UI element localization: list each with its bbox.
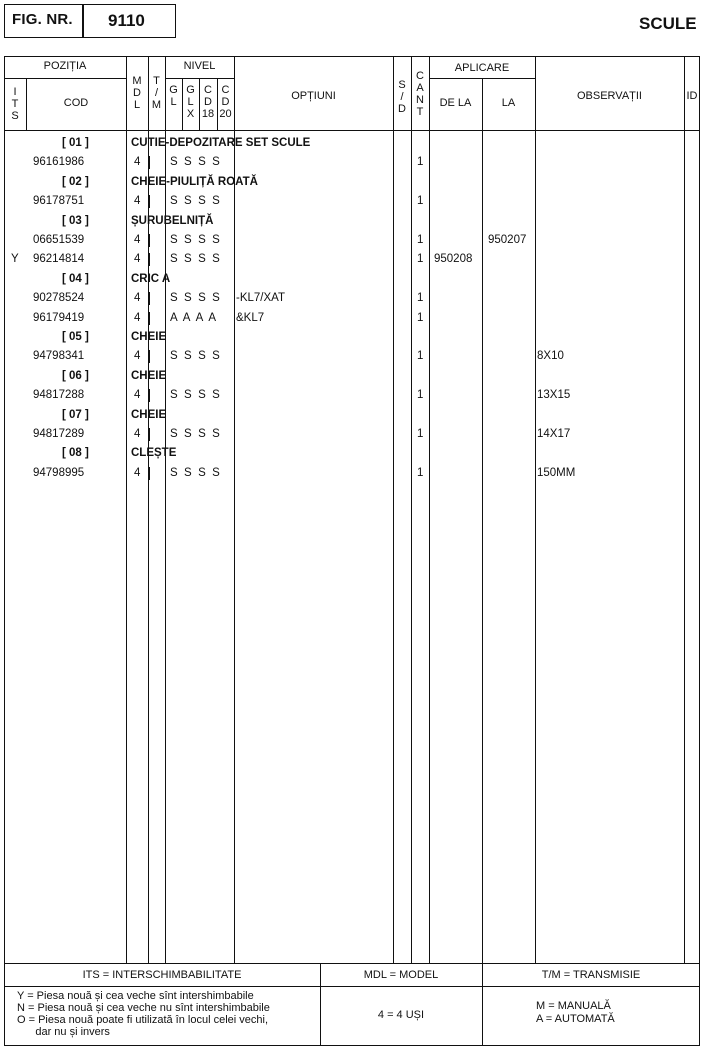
col-line (482, 78, 483, 963)
position-name: CLEȘTE (131, 447, 177, 459)
mdl-tick (149, 195, 150, 208)
col-line (126, 56, 127, 963)
part-code: 96178751 (33, 195, 85, 207)
nivel-values: S S S S (170, 156, 220, 168)
model-value: 4 (134, 350, 141, 362)
header-tm: T / M (151, 75, 162, 111)
model-value: 4 (134, 253, 141, 265)
position-number: [ 05 ] (62, 331, 89, 343)
header-glx: G L X (186, 84, 195, 120)
observation-value: 150MM (537, 467, 576, 479)
model-value: 4 (134, 234, 141, 246)
legend-mdl-title: MDL = MODEL (363, 969, 439, 981)
position-number: [ 01 ] (62, 137, 89, 149)
part-code: 94817288 (33, 389, 85, 401)
model-value: 4 (134, 156, 141, 168)
position-number: [ 03 ] (62, 215, 89, 227)
mdl-tick (149, 234, 150, 247)
position-number: [ 02 ] (62, 176, 89, 188)
nivel-values: S S S S (170, 350, 220, 362)
col-line (393, 56, 394, 963)
header-id: ID (686, 90, 698, 102)
header-mdl: M D L (132, 75, 142, 111)
position-name: CHEIE (131, 331, 167, 343)
header-line (4, 78, 126, 79)
quantity-value: 1 (417, 156, 424, 168)
nivel-values: S S S S (170, 389, 220, 401)
position-name: CHEIE (131, 409, 167, 421)
position-number: [ 08 ] (62, 447, 89, 459)
legend-top-line (4, 963, 700, 964)
col-line (165, 56, 166, 963)
quantity-value: 1 (417, 253, 424, 265)
quantity-value: 1 (417, 234, 424, 246)
header-de-la: DE LA (439, 97, 472, 109)
header-cd20: C D 20 (219, 84, 232, 120)
position-name: CHEIE (131, 370, 167, 382)
quantity-value: 1 (417, 428, 424, 440)
model-value: 4 (134, 312, 141, 324)
position-number: [ 07 ] (62, 409, 89, 421)
legend-tm-title: T/M = TRANSMISIE (541, 969, 641, 981)
col-line (684, 56, 685, 963)
legend-tm-line: M = MANUALĂ (536, 1000, 611, 1012)
header-bottom-line (4, 130, 700, 131)
nivel-values: S S S S (170, 428, 220, 440)
col-line (234, 56, 235, 963)
part-code: 06651539 (33, 234, 85, 246)
parts-table-frame (4, 56, 700, 1046)
legend-its-title: ITS = INTERSCHIMBABILITATE (82, 969, 242, 981)
header-cod: COD (63, 97, 89, 109)
observation-value: 8X10 (537, 350, 564, 362)
mdl-tick (149, 428, 150, 441)
part-code: 96161986 (33, 156, 85, 168)
header-optiuni: OPȚIUNI (291, 90, 336, 102)
legend-its-line: Y = Piesa nouă și cea veche sînt intershimbabile (17, 990, 254, 1002)
col-line (429, 56, 430, 963)
legend-its-line: O = Piesa nouă poate fi utilizată în locul celei vechi, (17, 1014, 269, 1026)
nivel-values: S S S S (170, 253, 220, 265)
observation-value: 14X17 (537, 428, 571, 440)
part-code: 90278524 (33, 292, 85, 304)
model-value: 4 (134, 428, 141, 440)
part-code: 96214814 (33, 253, 85, 265)
legend-its-line: N = Piesa nouă și cea veche nu sînt intershimbabile (17, 1002, 270, 1014)
mdl-tick (149, 350, 150, 363)
header-aplicare: APLICARE (454, 62, 510, 74)
header-nivel: NIVEL (183, 60, 216, 72)
nivel-values: S S S S (170, 234, 220, 246)
figure-label: FIG. NR. (12, 11, 73, 28)
figure-box-divider (82, 4, 84, 38)
observation-value: 13X15 (537, 389, 571, 401)
nivel-values: A A A A (170, 312, 217, 324)
position-name: CRIC A (131, 273, 171, 285)
from-value: 950208 (434, 253, 473, 265)
header-cant: C A N T (416, 70, 424, 118)
col-line (411, 56, 412, 963)
part-code: 94798341 (33, 350, 85, 362)
nivel-values: S S S S (170, 195, 220, 207)
header-observatii: OBSERVAȚII (576, 90, 642, 102)
mdl-tick (149, 389, 150, 402)
header-sd: S / D (398, 79, 406, 115)
part-code: 94798995 (33, 467, 85, 479)
position-number: [ 04 ] (62, 273, 89, 285)
mdl-tick (149, 467, 150, 480)
position-number: [ 06 ] (62, 370, 89, 382)
col-line (535, 56, 536, 963)
header-line (429, 78, 535, 79)
model-value: 4 (134, 292, 141, 304)
model-value: 4 (134, 467, 141, 479)
quantity-value: 1 (417, 312, 424, 324)
quantity-value: 1 (417, 350, 424, 362)
legend-tm-line: A = AUTOMATĂ (536, 1013, 615, 1025)
nivel-values: S S S S (170, 292, 220, 304)
legend-mdl-value: 4 = 4 UȘI (377, 1009, 425, 1021)
quantity-value: 1 (417, 389, 424, 401)
quantity-value: 1 (417, 467, 424, 479)
figure-number: 9110 (108, 11, 145, 30)
header-cd18: C D 18 (201, 84, 215, 120)
model-value: 4 (134, 195, 141, 207)
mdl-tick (149, 312, 150, 325)
part-code: 94817289 (33, 428, 85, 440)
its-value: Y (11, 253, 19, 265)
mdl-tick (149, 292, 150, 305)
nivel-values: S S S S (170, 467, 220, 479)
header-la: LA (501, 97, 516, 109)
to-value: 950207 (488, 234, 527, 246)
mdl-tick (149, 156, 150, 169)
part-code: 96179419 (33, 312, 85, 324)
quantity-value: 1 (417, 195, 424, 207)
page-title: SCULE (639, 14, 697, 33)
header-its: I T S (11, 86, 19, 122)
mdl-tick (149, 253, 150, 266)
col-line (148, 56, 149, 963)
legend-title-line (4, 986, 700, 987)
position-name: CHEIE-PIULIȚĂ ROATĂ (131, 176, 258, 188)
option-value: -KL7/XAT (236, 292, 285, 304)
position-name: ȘURUBELNIȚĂ (131, 215, 214, 227)
option-value: &KL7 (236, 312, 265, 324)
header-gl: G L (169, 84, 178, 108)
quantity-value: 1 (417, 292, 424, 304)
header-line (165, 78, 234, 79)
legend-its-line: dar nu și invers (17, 1026, 110, 1038)
header-pozitia: POZIȚIA (43, 60, 87, 72)
position-name: CUTIE-DEPOZITARE SET SCULE (131, 137, 311, 149)
model-value: 4 (134, 389, 141, 401)
